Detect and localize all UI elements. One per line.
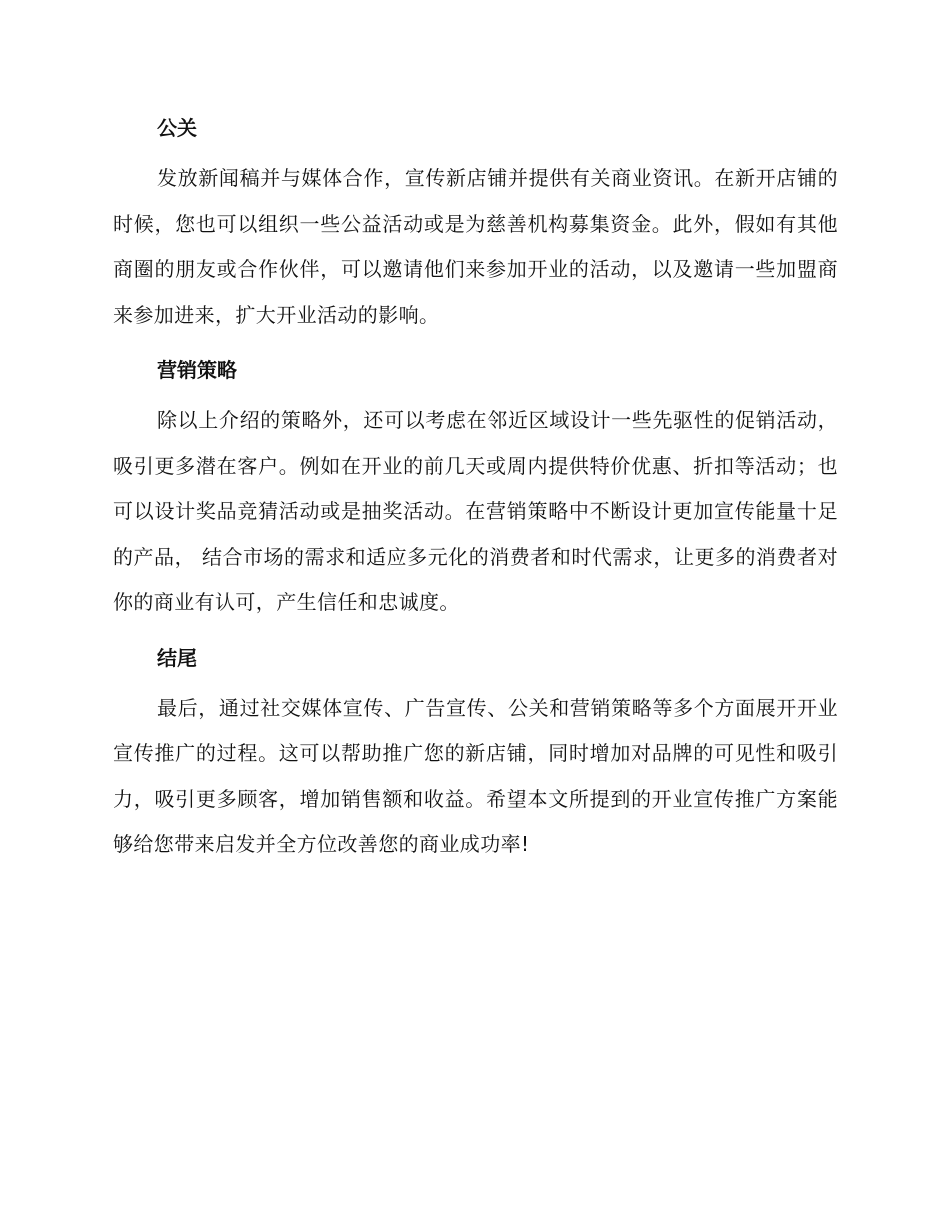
section-heading: 营销策略 xyxy=(157,358,237,382)
section-marketing-strategy xyxy=(113,352,838,626)
section-conclusion xyxy=(113,640,838,868)
section-paragraph: 除以上介绍的策略外，还可以考虑在邻近区域设计一些先驱性的促销活动，吸引更多潜在客户。例如在开业的前几天或周内提供特价优惠、折扣等活动；也可以设计奖品竞猜活动或是抽奖活动。在营销策略中不断设计更加宣传能量十足的产品， 结合市场的需求和适应多元化的消费者和时代需求，让更多的消费者对你的商业有认可，产生信任和忠诚度。 xyxy=(113,408,838,614)
section-paragraph: 发放新闻稿并与媒体合作，宣传新店铺并提供有关商业资讯。在新开店铺的时候，您也可以组织一些公益活动或是为慈善机构募集资金。此外，假如有其他商圈的朋友或合作伙伴，可以邀请他们来参加开业的活动，以及邀请一些加盟商来参加进来，扩大开业活动的影响。 xyxy=(113,166,838,327)
section-public-relations xyxy=(113,110,838,338)
section-paragraph: 最后，通过社交媒体宣传、广告宣传、公关和营销策略等多个方面展开开业宣传推广的过程。这可以帮助推广您的新店铺，同时增加对品牌的可见性和吸引力，吸引更多顾客，增加销售额和收益。希望本文所提到的开业宣传推广方案能够给您带来启发并全方位改善您的商业成功率! xyxy=(113,695,838,856)
section-heading: 公关 xyxy=(157,116,197,140)
section-heading: 结尾 xyxy=(157,645,197,670)
